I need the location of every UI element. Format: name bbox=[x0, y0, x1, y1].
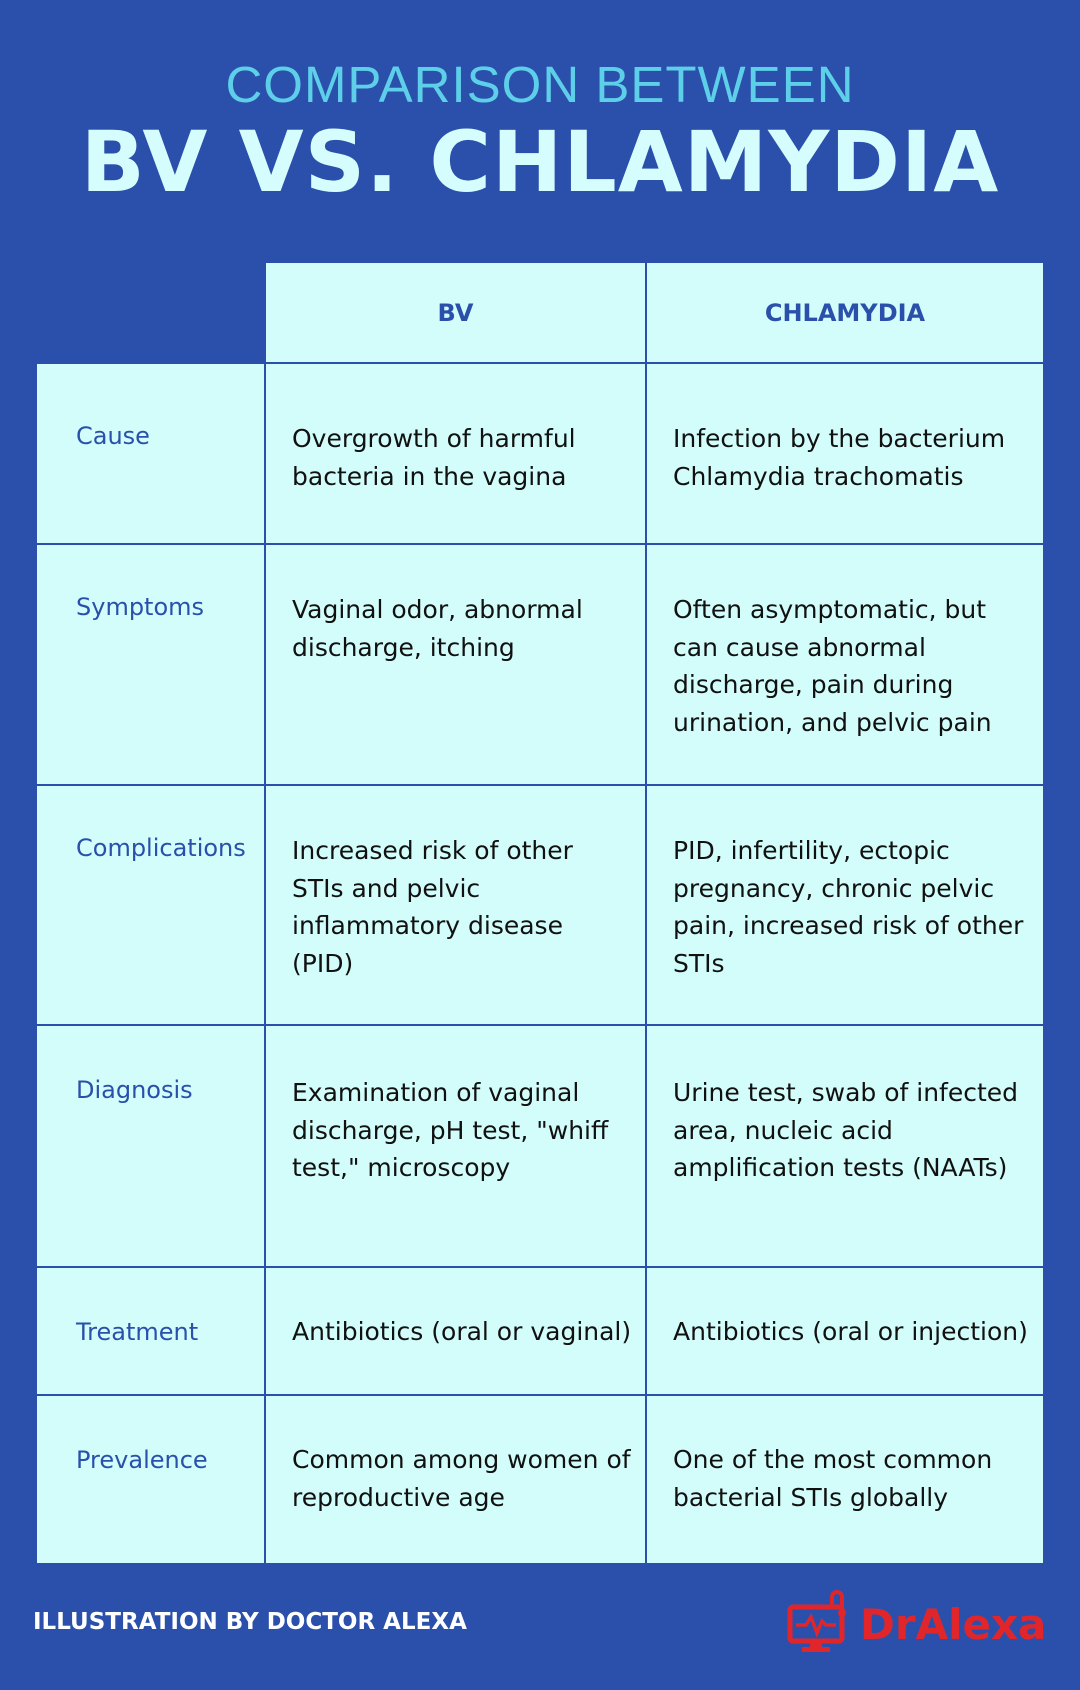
column-header-chlamydia: CHLAMYDIA bbox=[645, 261, 1045, 364]
cell-chlamydia-complications: PID, infertility, ectopic pregnancy, chronic pelvic pain, increased risk of other STIs bbox=[645, 784, 1045, 1026]
cell-chlamydia-diagnosis: Urine test, swab of infected area, nucleic acid amplification tests (NAATs) bbox=[645, 1024, 1045, 1268]
cell-bv-complications: Increased risk of other STIs and pelvic inflammatory disease (PID) bbox=[264, 784, 647, 1026]
cell-bv-symptoms: Vaginal odor, abnormal discharge, itching bbox=[264, 543, 647, 786]
cell-bv-diagnosis: Examination of vaginal discharge, pH test, "whiff test," microscopy bbox=[264, 1024, 647, 1268]
cell-bv-treatment: Antibiotics (oral or vaginal) bbox=[264, 1266, 647, 1396]
cell-bv-prevalence: Common among women of reproductive age bbox=[264, 1394, 647, 1565]
monitor-stethoscope-icon bbox=[786, 1589, 852, 1659]
cell-chlamydia-treatment: Antibiotics (oral or injection) bbox=[645, 1266, 1045, 1396]
cell-chlamydia-prevalence: One of the most common bacterial STIs globally bbox=[645, 1394, 1045, 1565]
dralexa-logo bbox=[786, 1589, 1046, 1659]
row-label-cause: Cause bbox=[35, 362, 266, 545]
cell-chlamydia-cause: Infection by the bacterium Chlamydia trachomatis bbox=[645, 362, 1045, 545]
cell-bv-cause: Overgrowth of harmful bacteria in the vagina bbox=[264, 362, 647, 545]
row-label-diagnosis: Diagnosis bbox=[35, 1024, 266, 1268]
page-subtitle: COMPARISON BETWEEN bbox=[225, 56, 855, 113]
page-title: BV VS. CHLAMYDIA bbox=[80, 113, 1000, 211]
column-header-bv: BV bbox=[264, 261, 647, 364]
row-label-symptoms: Symptoms bbox=[35, 543, 266, 786]
row-label-prevalence: Prevalence bbox=[35, 1394, 266, 1565]
row-label-treatment: Treatment bbox=[35, 1266, 266, 1396]
row-label-complications: Complications bbox=[35, 784, 266, 1026]
cell-chlamydia-symptoms: Often asymptomatic, but can cause abnormal discharge, pain during urination, and pelvic pain bbox=[645, 543, 1045, 786]
illustration-credit: ILLUSTRATION BY DOCTOR ALEXA bbox=[33, 1609, 467, 1635]
logo-wordmark: DrAlexa bbox=[860, 1599, 1047, 1649]
